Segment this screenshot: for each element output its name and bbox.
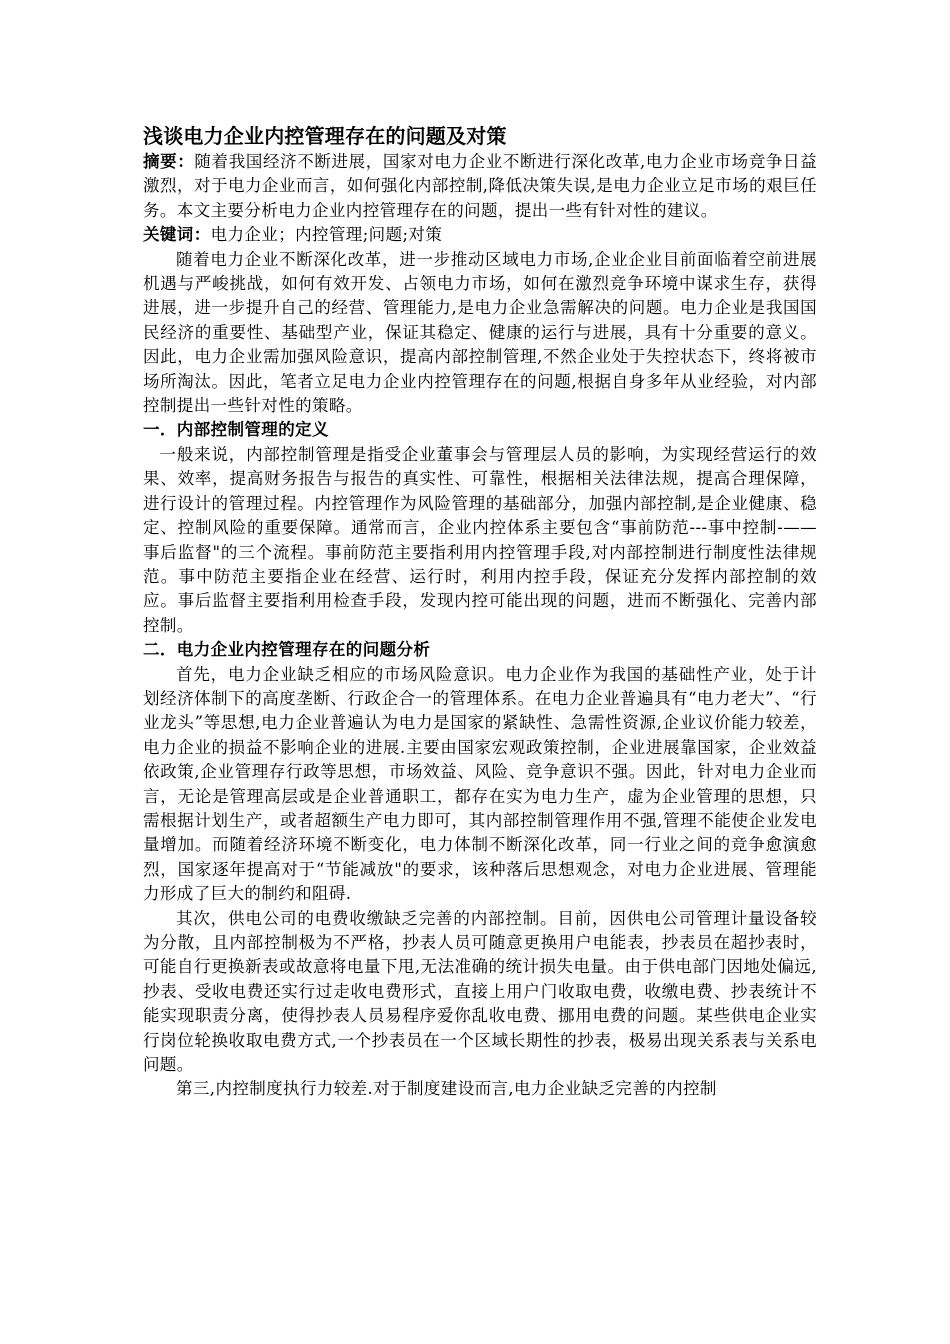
document-title: 浅谈电力企业内控管理存在的问题及对策 bbox=[143, 124, 507, 148]
keywords-label: 关键词： bbox=[143, 225, 211, 245]
section-heading-definition: 一．内部控制管理的定义 bbox=[143, 420, 329, 440]
definition-paragraph: 一般来说，内部控制管理是指受企业董事会与管理层人员的影响，为实现经营运行的效果、效率，提高财务报告与报告的真实性、可靠性，根据相关法律法规，提高合理保障，进行设计的管理过程。内控管理作为风险管理的基础部分，加强内部控制,是企业健康、稳定、控制风险的重要保障。通常而言，企业内控体系主要包含“事前防范---事中控制-——事后监督"的三个流程。事前防范主要指利用内控管理手段,对内部控制进行制度性法律规范。事中防范主要指企业在经营、运行时，利用内控手段，保证充分发挥内部控制的效应。事后监督主要指利用检查手段，发现内控可能出现的问题，进而不断强化、完善内部控制。 bbox=[143, 444, 817, 635]
keywords-text: 电力企业；内控管理;问题;对策 bbox=[210, 225, 443, 245]
keywords-paragraph bbox=[143, 223, 817, 247]
intro-paragraph: 随着电力企业不断深化改革，进一步推动区域电力市场,企业企业目前面临着空前进展机遇与严峻挑战，如何有效开发、占领电力市场，如何在激烈竞争环境中谋求生存，获得进展，进一步提升自己的经营、管理能力,是电力企业急需解决的问题。电力企业是我国国民经济的重要性、基础型产业，保证其稳定、健康的运行与进展，具有十分重要的意义。因此，电力企业需加强风险意识，提高内部控制管理,不然企业处于失控状态下，终将被市场所淘汰。因此，笔者立足电力企业内控管理存在的问题,根据自身多年从业经验，对内部控制提出一些针对性的策略。 bbox=[143, 249, 817, 416]
section-heading-problems: 二．电力企业内控管理存在的问题分析 bbox=[143, 640, 431, 660]
abstract-label: 摘要： bbox=[143, 152, 195, 171]
problems-paragraph-1: 首先，电力企业缺乏相应的市场风险意识。电力企业作为我国的基础性产业，处于计划经济体制下的高度垄断、行政企合一的管理体系。在电力企业普遍具有“电力老大”、“行业龙头”等思想,电力企业普遍认为电力是国家的紧缺性、急需性资源,企业议价能力较差，电力企业的损益不影响企业的进展.主要由国家宏观政策控制，企业进展靠国家，企业效益依政策,企业管理存行政等思想，市场效益、风险、竞争意识不强。因此，针对电力企业而言，无论是管理高层或是企业普通职工，都存在实为电力生产，虚为企业管理的思想，只需根据计划生产，或者超额生产电力即可，其内部控制管理作用不强,管理不能使企业发电量增加。而随着经济环境不断变化，电力体制不断深化改革，同一行业之间的竞争愈演愈烈，国家逐年提高对于“节能减放"的要求，该种落后思想观念，对电力企业进展、管理能力形成了巨大的制约和阻碍. bbox=[143, 664, 817, 904]
abstract-paragraph bbox=[143, 150, 817, 223]
problems-paragraph-2: 其次，供电公司的电费收缴缺乏完善的内部控制。目前，因供电公司管理计量设备较为分散，且内部控制极为不严格，抄表人员可随意更换用户电能表，抄表员在超抄表时，可能自行更换新表或故意将电量下甩,无法准确的统计损失电量。由于供电部门因地处偏远,抄表、受收电费还实行过走收电费形式，直接上用户门收取电费，收缴电费、抄表统计不能实现职责分离，使得抄表人员易程序爱你乱收电费、挪用电费的问题。某些供电企业实行岗位轮换收取电费方式,一个抄表员在一个区域长期性的抄表，极易出现关系表与关系电问题。 bbox=[143, 908, 817, 1075]
problems-paragraph-3: 第三,内控制度执行力较差.对于制度建设而言,电力企业缺乏完善的内控制 bbox=[176, 1079, 717, 1099]
document-page bbox=[143, 122, 817, 1102]
abstract-text: 随着我国经济不断进展，国家对电力企业不断进行深化改革,电力企业市场竞争日益激烈，对于电力企业而言，如何强化内部控制,降低决策失误,是电力企业立足市场的艰巨任务。本文主要分析电力企业内控管理存在的问题，提出一些有针对性的建议。 bbox=[143, 152, 818, 220]
